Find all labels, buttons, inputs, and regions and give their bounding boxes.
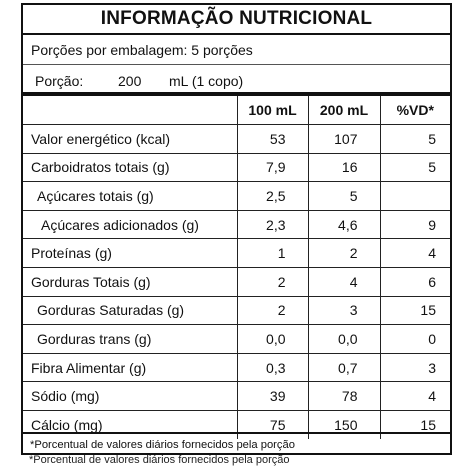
panel-title: INFORMAÇÃO NUTRICIONAL: [23, 5, 450, 35]
table-row: [23, 125, 450, 154]
value-vd: 15: [380, 296, 450, 325]
value-100ml: 0,0: [237, 325, 308, 354]
value-200ml: 0,7: [308, 353, 380, 382]
value-200ml: 5: [308, 182, 380, 211]
nutrient-name: Gorduras Saturadas (g): [23, 296, 237, 325]
value-200ml: 78: [308, 382, 380, 411]
table-row: [23, 182, 450, 211]
table-row: [23, 353, 450, 382]
table-header-row: [23, 96, 450, 125]
serving-unit: mL (1 copo): [169, 73, 244, 89]
value-200ml: 0,0: [308, 325, 380, 354]
nutrient-name: Fibra Alimentar (g): [23, 353, 237, 382]
value-100ml: 2,5: [237, 182, 308, 211]
column-header-200ml: 200 mL: [308, 96, 380, 125]
value-vd: 5: [380, 153, 450, 182]
table-row: [23, 296, 450, 325]
nutrient-name: Cálcio (mg): [23, 411, 237, 440]
value-vd: 4: [380, 382, 450, 411]
value-100ml: 39: [237, 382, 308, 411]
nutrient-name: Carboidratos totais (g): [23, 153, 237, 182]
value-vd: 0: [380, 325, 450, 354]
value-200ml: 3: [308, 296, 380, 325]
value-100ml: 53: [237, 125, 308, 154]
value-100ml: 2,3: [237, 210, 308, 239]
duplicate-footnote-fragment: *Porcentual de valores diários fornecidos pela porção: [29, 455, 290, 466]
value-100ml: 1: [237, 239, 308, 268]
nutrient-name: Sódio (mg): [23, 382, 237, 411]
value-200ml: 4: [308, 268, 380, 297]
value-100ml: 2: [237, 268, 308, 297]
servings-per-package: Porções por embalagem: 5 porções: [23, 35, 450, 65]
value-vd: 3: [380, 353, 450, 382]
value-200ml: 150: [308, 411, 380, 440]
table-row: [23, 210, 450, 239]
column-header-nutrient: [23, 96, 237, 125]
value-100ml: 2: [237, 296, 308, 325]
nutrition-facts-panel: [21, 3, 452, 455]
value-vd: 4: [380, 239, 450, 268]
value-vd: [380, 182, 450, 211]
value-100ml: 0,3: [237, 353, 308, 382]
value-200ml: 4,6: [308, 210, 380, 239]
serving-amount: 200: [118, 73, 142, 89]
nutrition-table: [23, 96, 450, 439]
nutrient-name: Gorduras Totais (g): [23, 268, 237, 297]
nutrient-name: Açúcares adicionados (g): [23, 210, 237, 239]
nutrient-name: Proteínas (g): [23, 239, 237, 268]
table-row: [23, 325, 450, 354]
serving-label: Porção:: [35, 73, 84, 89]
value-100ml: 7,9: [237, 153, 308, 182]
value-vd: 6: [380, 268, 450, 297]
table-row: [23, 153, 450, 182]
value-100ml: 75: [237, 411, 308, 440]
column-header-vd: %VD*: [380, 96, 450, 125]
value-200ml: 16: [308, 153, 380, 182]
value-vd: 9: [380, 210, 450, 239]
value-200ml: 107: [308, 125, 380, 154]
value-200ml: 2: [308, 239, 380, 268]
footnote: *Porcentual de valores diários fornecidos pela porção: [23, 432, 450, 455]
value-vd: 5: [380, 125, 450, 154]
nutrient-name: Valor energético (kcal): [23, 125, 237, 154]
table-row: [23, 239, 450, 268]
nutrient-name: Gorduras trans (g): [23, 325, 237, 354]
table-row: [23, 382, 450, 411]
value-vd: 15: [380, 411, 450, 440]
nutrient-name: Açúcares totais (g): [23, 182, 237, 211]
column-header-100ml: 100 mL: [237, 96, 308, 125]
table-row: [23, 268, 450, 297]
